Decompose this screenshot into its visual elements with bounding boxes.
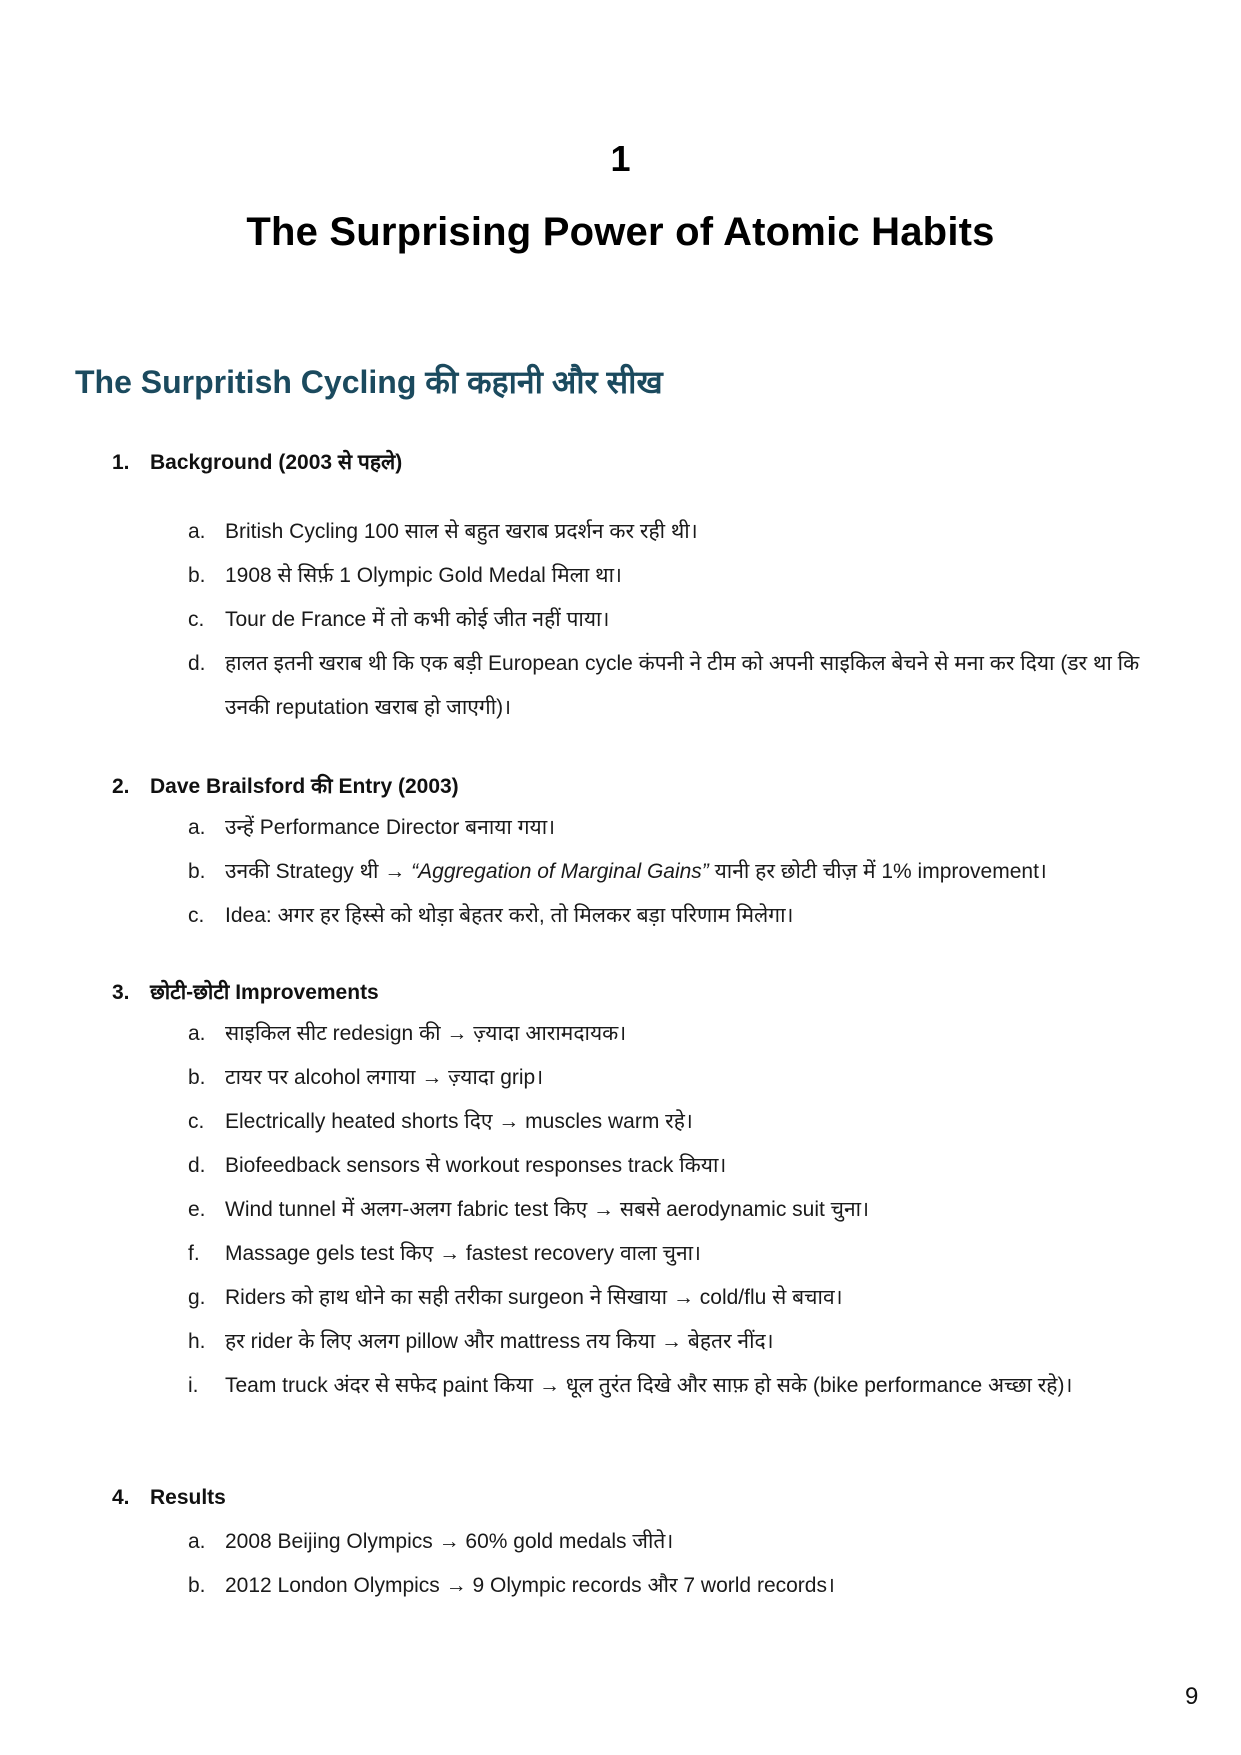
sub-list-text: Riders को हाथ धोने का सही तरीका surgeon ने सिखाया → cold/flu से बचाव।	[225, 1286, 843, 1309]
chapter-number: 1	[610, 138, 631, 179]
strategy-text: उनकी Strategy थी →	[225, 860, 412, 883]
sub-list-text: 2012 London Olympics → 9 Olympic records और 7 world records।	[225, 1574, 835, 1597]
list-item-heading	[112, 772, 459, 800]
sub-list-text: हर rider के लिए अलग pillow और mattress तय किया → बेहतर नींद।	[225, 1330, 774, 1353]
sub-list-text: टायर पर alcohol लगाया → ज़्यादा grip।	[225, 1066, 544, 1089]
sub-list-letter: e.	[188, 1198, 206, 1221]
sub-list-item	[188, 1520, 1148, 1564]
strategy-quote: “Aggregation of Marginal Gains”	[411, 860, 709, 883]
sub-list-item	[188, 894, 1148, 938]
list-number: 3.	[112, 981, 130, 1004]
sub-list-item	[188, 642, 1148, 730]
sub-list-letter: g.	[188, 1286, 206, 1309]
sub-list-letter: b.	[188, 1066, 206, 1089]
sub-list-item	[188, 1276, 1148, 1320]
strategy-explanation: यानी हर छोटी चीज़ में 1% improvement।	[708, 860, 1047, 883]
sub-list-item	[188, 806, 1148, 850]
sub-list-item	[188, 510, 1148, 554]
list-number: 1.	[112, 451, 130, 474]
sub-list-item	[188, 1564, 1148, 1608]
sub-list-letter: c.	[188, 1110, 205, 1133]
list-heading-text: Results	[150, 1486, 226, 1509]
sub-list-letter: b.	[188, 860, 206, 883]
list-item-heading	[112, 978, 379, 1006]
page-number: 9	[1185, 1683, 1199, 1710]
sub-list-text: 1908 से सिर्फ़ 1 Olympic Gold Medal मिला था।	[225, 564, 622, 587]
sub-list-text: British Cycling 100 साल से बहुत खराब प्रदर्शन कर रही थी।	[225, 520, 698, 543]
sub-list-item	[188, 1144, 1148, 1188]
sub-list-item	[188, 850, 1198, 894]
sub-list-text: Wind tunnel में अलग-अलग fabric test किए → सबसे aerodynamic suit चुना।	[225, 1198, 870, 1221]
sub-list-letter: a.	[188, 816, 206, 839]
sub-list-item	[188, 1056, 1148, 1100]
sub-list-letter: a.	[188, 520, 206, 543]
chapter-title: The Surprising Power of Atomic Habits	[246, 210, 995, 254]
sub-list-letter: f.	[188, 1242, 200, 1265]
sub-list-item	[188, 1188, 1148, 1232]
list-heading-text: छोटी-छोटी Improvements	[150, 981, 379, 1004]
sub-list-text: Massage gels test किए → fastest recovery वाला चुना।	[225, 1242, 702, 1265]
list-number: 4.	[112, 1486, 130, 1509]
sub-list-letter: b.	[188, 564, 206, 587]
sub-list-text: हालत इतनी खराब थी कि एक बड़ी European cycle कंपनी ने टीम को अपनी साइकिल बेचने से मना कर दिया (डर था कि उनकी reputation खराब हो जाएगी)।	[225, 652, 1140, 719]
sub-list-letter: h.	[188, 1330, 206, 1353]
sub-list-item	[188, 1364, 1148, 1408]
sub-list-letter: a.	[188, 1530, 206, 1553]
sub-list-text: 2008 Beijing Olympics → 60% gold medals जीते।	[225, 1530, 674, 1553]
sub-list-text	[225, 850, 1198, 894]
list-item-heading	[112, 1486, 226, 1510]
sub-list-item	[188, 1320, 1148, 1364]
sub-list-letter: d.	[188, 652, 206, 675]
sub-list-text: उन्हें Performance Director बनाया गया।	[225, 816, 556, 839]
sub-list-text: Idea: अगर हर हिस्से को थोड़ा बेहतर करो, तो मिलकर बड़ा परिणाम मिलेगा।	[225, 904, 794, 927]
sub-list-item	[188, 1100, 1148, 1144]
sub-list-item	[188, 1232, 1148, 1276]
sub-list-letter: c.	[188, 608, 205, 631]
section-heading: The Surpritish Cycling की कहानी और सीख	[75, 364, 663, 400]
sub-list-text: Electrically heated shorts दिए → muscles warm रहे।	[225, 1110, 693, 1133]
list-heading-text: Background (2003 से पहले)	[150, 451, 403, 474]
sub-list-letter: d.	[188, 1154, 206, 1177]
sub-list-letter: c.	[188, 904, 205, 927]
sub-list-item	[188, 1012, 1148, 1056]
sub-list-letter: i.	[188, 1374, 199, 1397]
list-heading-text: Dave Brailsford की Entry (2003)	[150, 775, 459, 798]
list-number: 2.	[112, 775, 130, 798]
sub-list-item	[188, 554, 1148, 598]
sub-list-item	[188, 598, 1148, 642]
sub-list-letter: a.	[188, 1022, 206, 1045]
sub-list-text: Tour de France में तो कभी कोई जीत नहीं पाया।	[225, 608, 610, 631]
sub-list-text: Team truck अंदर से सफेद paint किया → धूल तुरंत दिखे और साफ़ हो सके (bike performance अच्छा रहे)।	[225, 1374, 1073, 1397]
sub-list-letter: b.	[188, 1574, 206, 1597]
list-item-heading	[112, 448, 402, 476]
sub-list-text: Biofeedback sensors से workout responses track किया।	[225, 1154, 727, 1177]
sub-list-text: साइकिल सीट redesign की → ज़्यादा आरामदायक।	[225, 1022, 627, 1045]
